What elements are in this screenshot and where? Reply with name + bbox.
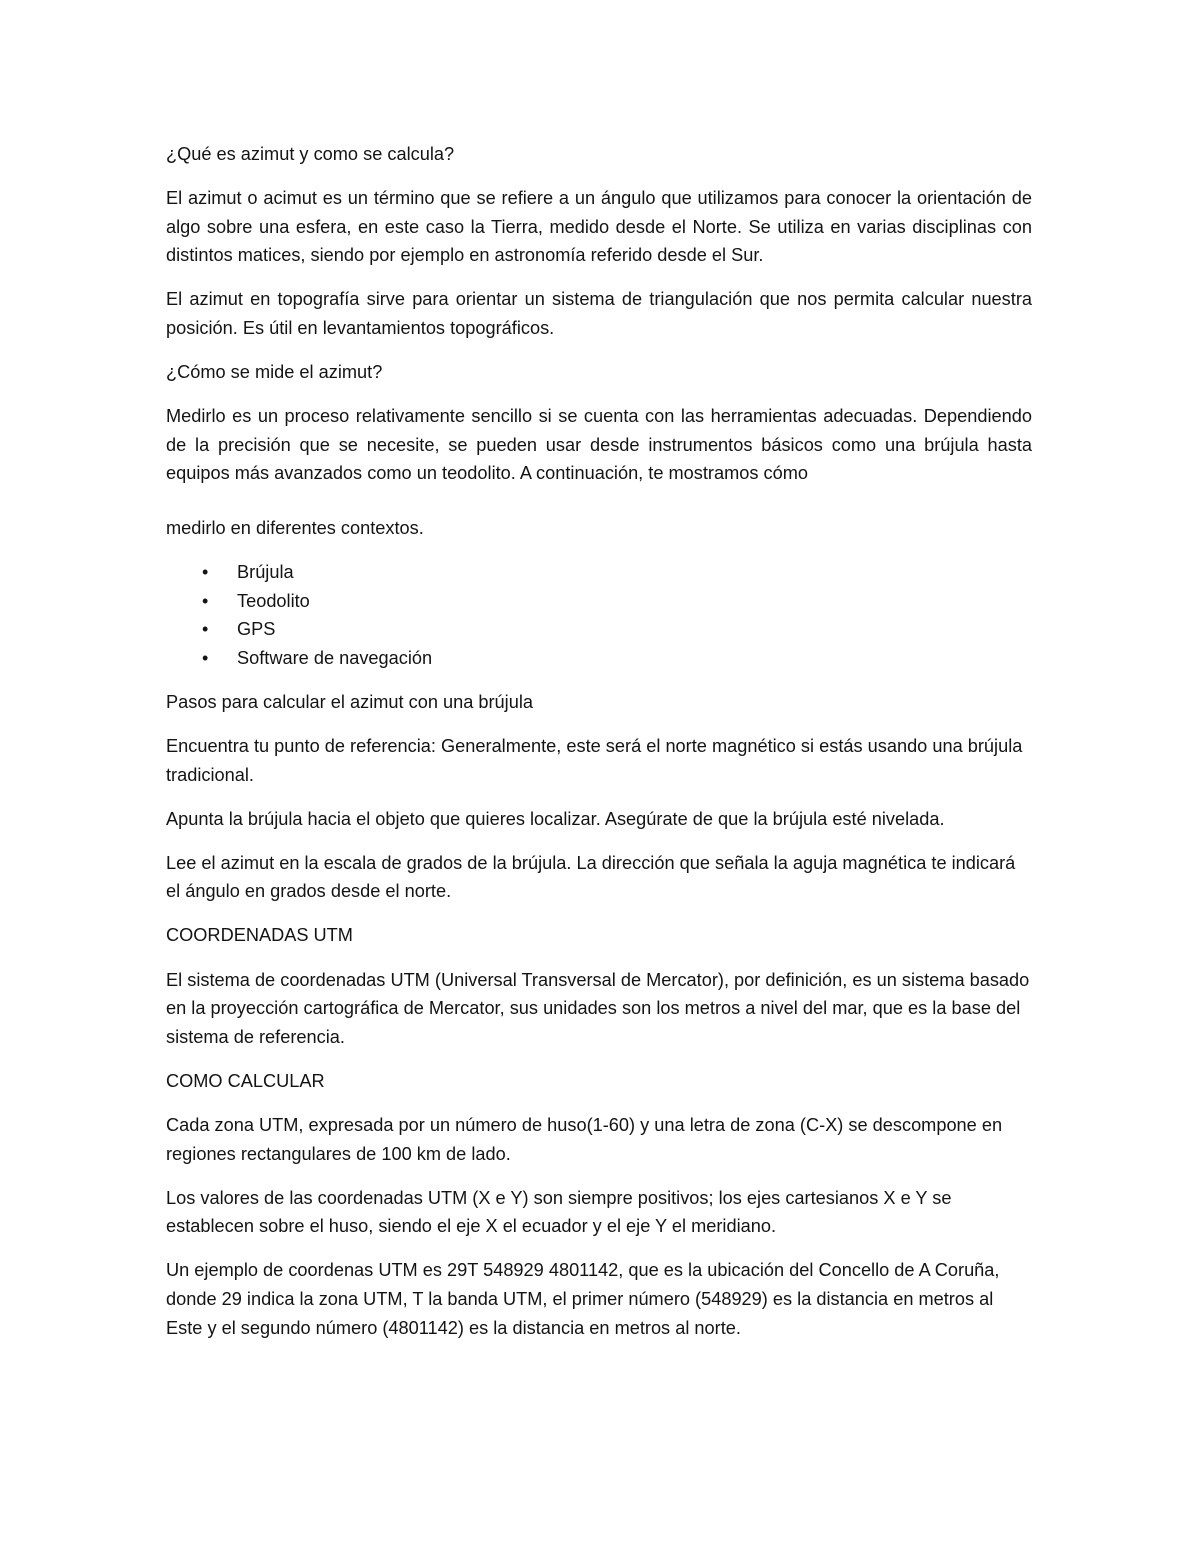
paragraph-step-3: Lee el azimut en la escala de grados de la brújula. La dirección que señala la aguja magnética te indicará el ángulo en grados desde el norte.	[166, 852, 1016, 902]
document-page	[166, 140, 1032, 1358]
bullet-icon: •	[202, 647, 209, 668]
list-item-label: GPS	[237, 619, 276, 640]
paragraph-azimut-definition: El azimut o acimut es un término que se refiere a un ángulo que utilizamos para conocer la orientación de algo sobre una esfera, en este caso la Tierra, medido desde el Norte. Se utiliza en varias disciplinas con distintos matices, siendo por ejemplo en astronomía referido desde el Sur.	[166, 188, 1032, 266]
list-item-label: Brújula	[237, 562, 294, 583]
paragraph-ejemplo-utm: Un ejemplo de coordenas UTM es 29T 548929 4801142, que es la ubicación del Concello de A Coruña, donde 29 indica la zona UTM, T la banda UTM, el primer número (548929) es la distancia en metros al Este y el segundo número (4801142) es la distancia en metros al norte.	[166, 1260, 1000, 1338]
bullet-icon: •	[202, 562, 209, 583]
paragraph-valores-utm: Los valores de las coordenadas UTM (X e Y) son siempre positivos; los ejes cartesianos X e Y se establecen sobre el huso, siendo el eje X el ecuador y el eje Y el meridiano.	[166, 1187, 952, 1237]
heading-como-calcular: COMO CALCULAR	[166, 1070, 325, 1091]
heading-pasos-brujula: Pasos para calcular el azimut con una brújula	[166, 691, 533, 712]
list-item	[166, 615, 1032, 644]
bullet-icon: •	[202, 619, 209, 640]
list-item	[166, 558, 1032, 587]
paragraph-medirlo-continuation: medirlo en diferentes contextos.	[166, 517, 424, 538]
heading-coordenadas-utm: COORDENADAS UTM	[166, 925, 353, 946]
list-item-label: Teodolito	[237, 590, 310, 611]
heading-azimut: ¿Qué es azimut y como se calcula?	[166, 144, 455, 164]
heading-como-se-mide: ¿Cómo se mide el azimut?	[166, 362, 383, 383]
paragraph-zona-utm: Cada zona UTM, expresada por un número de huso(1-60) y una letra de zona (C-X) se descompone en regiones rectangulares de 100 km de lado.	[166, 1114, 1003, 1164]
list-item	[166, 587, 1032, 616]
paragraph-step-1: Encuentra tu punto de referencia: Generalmente, este será el norte magnético si estás usando una brújula tradicional.	[166, 736, 1023, 785]
list-item-label: Software de navegación	[237, 647, 433, 668]
paragraph-azimut-topografia: El azimut en topografía sirve para orientar un sistema de triangulación que nos permita calcular nuestra posición. Es útil en levantamientos topográficos.	[166, 289, 1032, 338]
instrument-list	[166, 558, 1032, 672]
list-item	[166, 644, 1032, 673]
paragraph-step-2: Apunta la brújula hacia el objeto que quieres localizar. Asegúrate de que la brújula esté nivelada.	[166, 808, 945, 829]
paragraph-utm-definition: El sistema de coordenadas UTM (Universal Transversal de Mercator), por definición, es un sistema basado en la proyección cartográfica de Mercator, sus unidades son los metros a nivel del mar, que es la base del sistema de referencia.	[166, 969, 1030, 1047]
bullet-icon: •	[202, 590, 209, 611]
paragraph-medirlo: Medirlo es un proceso relativamente sencillo si se cuenta con las herramientas adecuadas. Dependiendo de la precisión que se necesite, se pueden usar desde instrumentos básicos como una brújula hasta equipos más avanzados como un teodolito. A continuación, te mostramos cómo	[166, 406, 1032, 484]
